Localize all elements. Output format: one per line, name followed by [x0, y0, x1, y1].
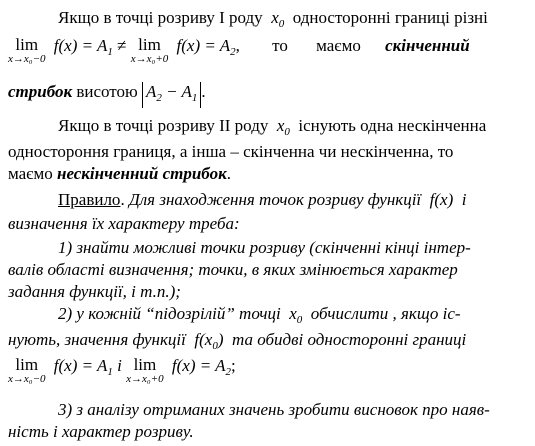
- rule-line-2: визначення їх характеру треба:: [8, 214, 240, 233]
- step2-line-3: lim x→x₀−0 $f(x) = A_1$ і lim x→x₀+0 $f(x) = A_2$;: [8, 355, 236, 385]
- p1-line-2: lim x→x₀−0 $f(x) = A_1$ ≠ lim x→x₀+0 $f(x) = A_2$, то маємо скінченний: [8, 35, 470, 65]
- math-x0: $x_0$: [266, 8, 285, 30]
- rule-line-1: Правило. Для знаходження точок розриву функції f(x) і: [58, 190, 467, 209]
- jump-height-formula: $A_2 - A_1$: [142, 82, 201, 108]
- p2-line-3: маємо нескінченний стрибок.: [8, 164, 231, 183]
- p2-line-2: одностороння границя, а інша – скінченна чи нескінченна, то: [8, 142, 454, 161]
- step1-line-3: задання функції, і т.п.);: [8, 282, 181, 301]
- step2-line-2: нують, значення функції $f(x_0)$ та обидві односторонні границі: [8, 330, 467, 352]
- step1-line-1: 1) знайти можливі точки розриву (скінченні кінці інтер-: [58, 238, 471, 257]
- limit-right: lim x→x₀+0: [130, 35, 169, 65]
- limit-left: lim x→x₀−0: [8, 35, 46, 65]
- p1-line-3: стрибок висотою $A_2 - A_1$ .: [8, 82, 527, 108]
- step3-line-2: ність і характер розриву.: [8, 422, 194, 441]
- p2-line-1: Якщо в точці розриву ІІ роду $x_0$ існують одна нескінченна: [58, 116, 487, 138]
- p1-line-1: Якщо в точці розриву І роду $x_0$ односторонні границі різні: [58, 8, 488, 30]
- step3-line-1: 3) з аналізу отриманих значень зробити висновок про наяв-: [58, 400, 490, 419]
- step1-line-2: валів області визначення; точки, в яких змінюється характер: [8, 260, 458, 279]
- step2-line-1: 2) у кожній “підозрілій” точці $x_0$ обчислити , якщо іс-: [58, 304, 461, 326]
